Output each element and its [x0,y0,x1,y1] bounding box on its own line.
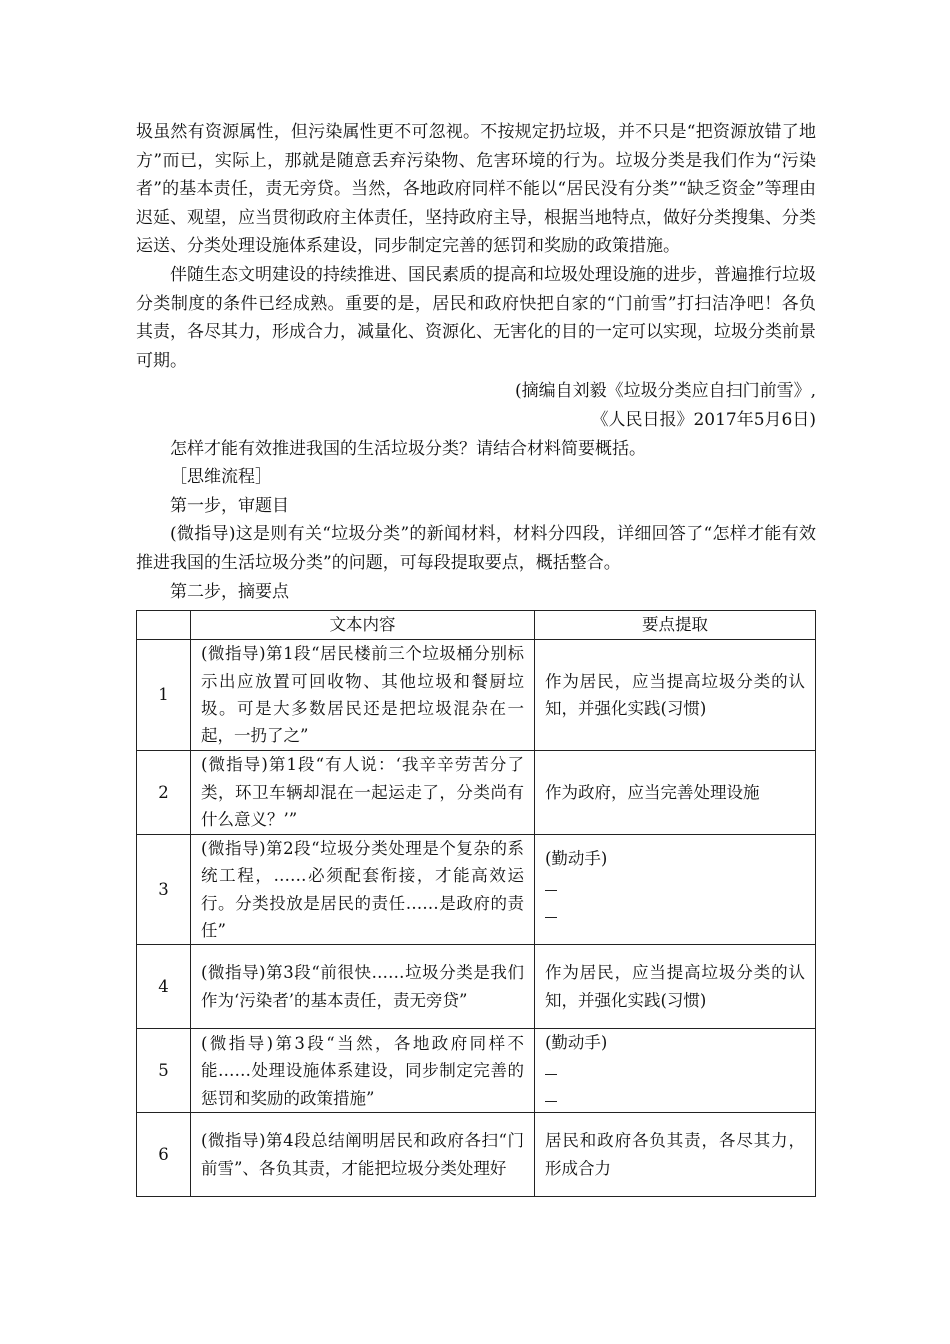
row-point-with-blanks [535,1029,816,1113]
header-text-content: 文本内容 [191,611,535,640]
row-text: (微指导)第3段“前很快……垃圾分类是我们作为‘污染者’的基本责任，责无旁贷” [191,945,535,1029]
table-row [137,640,816,751]
row-point: 居民和政府各负其责，各尽其力，形成合力 [535,1113,816,1197]
header-key-points: 要点提取 [535,611,816,640]
row-number: 2 [137,750,191,834]
answer-blank[interactable] [545,899,805,926]
row-number: 1 [137,640,191,751]
source-line-1: (摘编自刘毅《垃圾分类应自扫门前雪》, [514,381,816,402]
row-point-with-blanks [535,834,816,945]
table-row [137,834,816,945]
paragraph-1: 圾虽然有资源属性，但污染属性更不可忽视。不按规定扔垃圾，并不只是“把资源放错了地方”而已，实际上，那就是随意丢弃污染物、危害环境的行为。垃圾分类是我们作为“污染者”的基本责任，责无旁贷。当然，各地政府同样不能以“居民没有分类”“缺乏资金”等理由迟延、观望，应当贯彻政府主体责任，坚持政府主导，根据当地特点，做好分类搜集、分类运送、分类处理设施体系建设，同步制定完善的惩罚和奖励的政策措施。 [136,122,816,257]
step-2-heading: 第二步，摘要点 [170,581,289,602]
answer-blank[interactable] [545,872,805,899]
paragraph-2: 伴随生态文明建设的持续推进、国民素质的提高和垃圾处理设施的进步，普遍推行垃圾分类制度的条件已经成熟。重要的是，居民和政府快把自家的“门前雪”打扫洁净吧！各负其责，各尽其力，形成合力，减量化、资源化、无害化的目的一定可以实现，垃圾分类前景可期。 [136,264,816,371]
table-row [137,1029,816,1113]
summary-table [136,610,816,1197]
row-point: (勤动手) [545,1033,608,1053]
table-header-row [137,611,816,640]
row-point: 作为居民，应当提高垃圾分类的认知，并强化实践(习惯) [535,640,816,751]
source-line-2: 《人民日报》2017年5月6日) [591,409,816,430]
row-text: (微指导)第1段“居民楼前三个垃圾桶分别标示出应放置可回收物、其他垃圾和餐厨垃圾。可是大多数居民还是把垃圾混杂在一起，一扔了之” [191,640,535,751]
row-text: (微指导)第4段总结阐明居民和政府各扫“门前雪”、各负其责，才能把垃圾分类处理好 [191,1113,535,1197]
row-point: 作为政府，应当完善处理设施 [535,750,816,834]
guide-text: (微指导)这是则有关“垃圾分类”的新闻材料，材料分四段，详细回答了“怎样才能有效推进我国的生活垃圾分类”的问题，可每段提取要点，概括整合。 [136,524,816,573]
row-text: (微指导)第3段“当然，各地政府同样不能……处理设施体系建设，同步制定完善的惩罚和奖励的政策措施” [191,1029,535,1113]
document-page [136,118,816,1197]
row-text: (微指导)第2段“垃圾分类处理是个复杂的系统工程，……必须配套衔接，才能高效运行。分类投放是居民的责任……是政府的责任” [191,834,535,945]
flow-title: ［思维流程］ [170,467,272,488]
row-number: 5 [137,1029,191,1113]
question: 怎样才能有效推进我国的生活垃圾分类？请结合材料简要概括。 [170,438,646,459]
row-number: 3 [137,834,191,945]
row-point: (勤动手) [545,848,608,868]
header-index [137,611,191,640]
row-number: 4 [137,945,191,1029]
table-row [137,945,816,1029]
row-text: (微指导)第1段“有人说：‘我辛辛劳苦分了类，环卫车辆却混在一起运走了，分类尚有什么意义？’” [191,750,535,834]
answer-blank[interactable] [545,1083,805,1110]
row-number: 6 [137,1113,191,1197]
table-row [137,750,816,834]
table-row [137,1113,816,1197]
row-point: 作为居民，应当提高垃圾分类的认知，并强化实践(习惯) [535,945,816,1029]
answer-blank[interactable] [545,1056,805,1083]
step-1-heading: 第一步，审题目 [170,495,289,516]
